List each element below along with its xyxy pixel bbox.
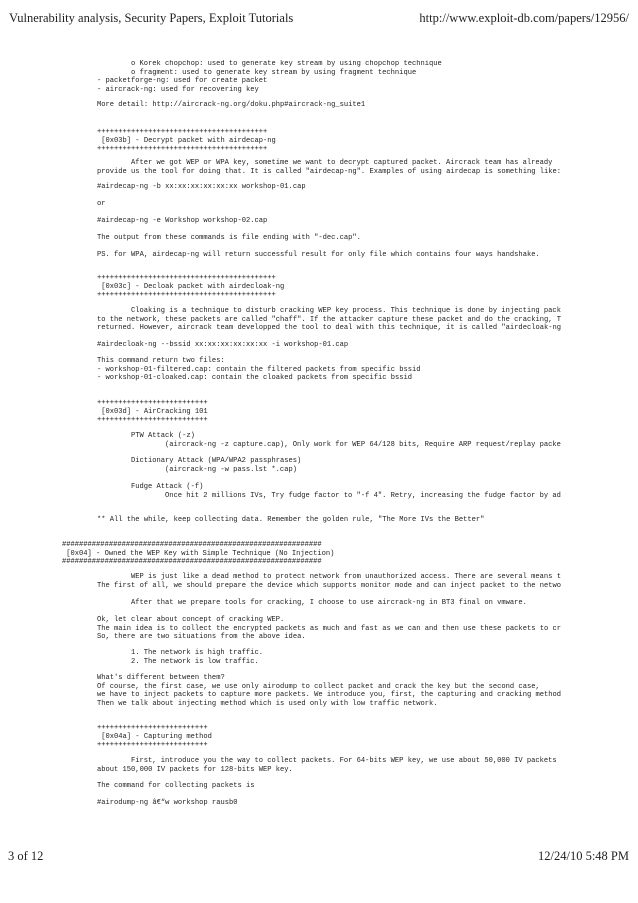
list-item: 1. The network is high traffic. — [131, 649, 263, 657]
text-line: Cloaking is a technique to disturb cracking WEP key process. This technique is done by injecting pack — [131, 307, 561, 315]
code-line: #airodump-ng â€“w workshop rausb0 — [97, 799, 238, 807]
text-line: The command for collecting packets is — [97, 782, 255, 790]
section-rule: ++++++++++++++++++++++++++ — [97, 724, 208, 732]
text-line: Once hit 2 millions IVs, Try fudge factor to "-f 4". Retry, increasing the fudge factor by ad — [165, 491, 561, 500]
text-line: Then we talk about injecting method which is used only with low traffic network. — [97, 699, 438, 708]
text-line: Ok, let clear about concept of cracking WEP. — [97, 616, 285, 624]
section-heading: [0x03c] - Decloak packet with airdecloak-ng — [97, 282, 285, 291]
text-line: After we got WEP or WPA key, sometime we want to decrypt captured packet. Aircrack team has already — [131, 159, 553, 167]
section-rule: ++++++++++++++++++++++++++++++++++++++++ — [97, 128, 268, 136]
section-heading: [0x04a] - Capturing method — [97, 732, 212, 741]
text-line: Dictionary Attack (WPA/WPA2 passphrases) — [131, 457, 302, 465]
section-rule: ++++++++++++++++++++++++++++++++++++++++++ — [97, 291, 276, 299]
text-line: WEP is just like a dead method to protect network from unauthorized access. There are several means t — [131, 573, 561, 581]
text-line: The main idea is to collect the encrypted packets as much and fast as we can and then use these packets to cr — [97, 624, 562, 633]
text-line: provide us the tool for doing that. It is called "airdecap-ng". Examples of using airdecap is something like: — [97, 167, 562, 176]
print-header-title: Vulnerability analysis, Security Papers, Exploit Tutorials — [9, 11, 294, 25]
code-line: (aircrack-ng -w pass.lst *.cap) — [165, 465, 297, 474]
code-line: #airdecap-ng -e Workshop workshop-02.cap — [97, 217, 268, 225]
text-line: - packetforge-ng: used for create packet — [97, 77, 268, 85]
print-header-url: http://www.exploit-db.com/papers/12956/ — [419, 11, 629, 25]
text-line: PTW Attack (-z) — [131, 432, 195, 440]
text-line: o Korek chopchop: used to generate key stream by using chopchop technique — [131, 60, 442, 68]
text-line: After that we prepare tools for cracking, I choose to use aircrack-ng in BT3 final on vmware. — [131, 599, 527, 607]
text-line: Of course, the first case, we use only airodump to collect packet and crack the key but the second case, — [97, 682, 540, 691]
text-line: returned. However, aircrack team developped the tool to deal with this technique, it is called "airdecloak-ng — [97, 324, 562, 332]
section-heading: [0x04] - Owned the WEP Key with Simple Technique (No Injection) — [62, 549, 335, 558]
text-line: First, introduce you the way to collect packets. For 64-bits WEP key, we use about 50,000 IV packets — [131, 757, 557, 765]
code-line: #airdecap-ng -b xx:xx:xx:xx:xx:xx workshop-01.cap — [97, 183, 306, 191]
section-rule: ++++++++++++++++++++++++++ — [97, 416, 208, 424]
code-line: #airdecloak-ng --bssid xx:xx:xx:xx:xx:xx -i workshop-01.cap — [97, 341, 349, 349]
text-line: So, there are two situations from the above idea. — [97, 633, 306, 641]
text-line: o fragment: used to generate key stream by using fragment technique — [131, 68, 417, 77]
text-line: - workshop-01-filtered.cap: contain the filtered packets from specific bssid — [97, 365, 421, 374]
section-rule: ++++++++++++++++++++++++++++++++++++++++++ — [97, 274, 276, 282]
text-line: The first of all, we should prepare the device which supports monitor mode and can inject packet to the netwo — [97, 581, 562, 590]
document-body — [0, 60, 586, 845]
text-line: - workshop-01-cloaked.cap: contain the cloaked packets from specific bssid — [97, 374, 413, 382]
code-line: (aircrack-ng -z capture.cap), Only work for WEP 64/128 bits, Require ARP request/replay packe — [165, 440, 561, 449]
text-line: PS. for WPA, airdecap-ng will return successful result for only file which contains four ways handshake. — [97, 251, 540, 259]
text-line: we have to inject packets to capture more packets. We introduce you, first, the capturing and cracking method — [97, 691, 562, 699]
text-line: This command return two files: — [97, 357, 225, 365]
text-line: about 150,000 IV packets for 128-bits WEP key. — [97, 765, 293, 774]
section-rule: ++++++++++++++++++++++++++ — [97, 741, 208, 749]
section-heading: [0x03b] - Decrypt packet with airdecap-ng — [97, 136, 276, 145]
list-item: 2. The network is low traffic. — [131, 657, 259, 666]
text-line: - aircrack-ng: used for recovering key — [97, 85, 259, 94]
section-rule: ############################################################# — [62, 541, 322, 549]
text-line: or — [97, 200, 106, 208]
section-heading: [0x03d] - AirCracking 101 — [97, 407, 208, 416]
text-line: ** All the while, keep collecting data. Remember the golden rule, "The More IVs the Better" — [97, 516, 485, 524]
section-rule: ++++++++++++++++++++++++++++++++++++++++ — [97, 145, 268, 153]
text-line: Fudge Attack (-f) — [131, 483, 204, 491]
text-line: What's different between them? — [97, 674, 225, 682]
text-line: More detail: http://aircrack-ng.org/doku.php#aircrack-ng_suite1 — [97, 101, 366, 109]
print-footer-page-count: 3 of 12 — [8, 849, 44, 863]
section-rule: ++++++++++++++++++++++++++ — [97, 399, 208, 407]
text-line: to the network, these packets are called "chaff". If the attacker capture these packet and do the cracking, T — [97, 315, 562, 324]
print-footer-timestamp: 12/24/10 5:48 PM — [538, 849, 629, 863]
text-line: The output from these commands is file ending with "-dec.cap". — [97, 234, 361, 242]
section-rule: ############################################################# — [62, 558, 322, 566]
